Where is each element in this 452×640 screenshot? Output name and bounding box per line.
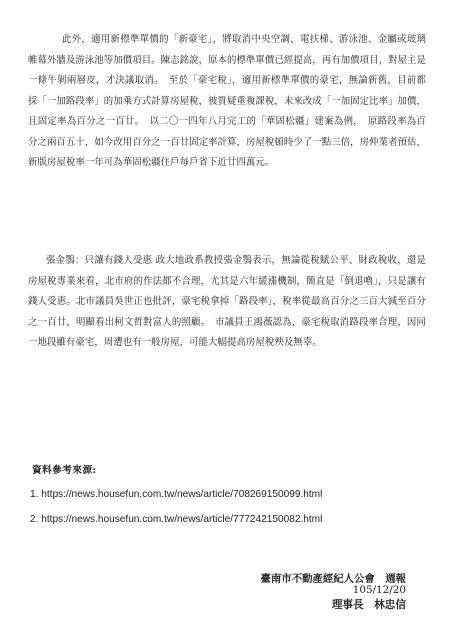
body-paragraph: 張金鶚：只讓有錢人受惠 政大地政系教授張金鶚表示，無論從稅賦公平、財政稅收，還是房屋稅專業來看，北市府的作法都不合理，尤其是六年緩漲機制，簡直是「倒退嚕」，只是讓有錢人受惠。北市議員吳世正也批評，豪宅稅拿掉「路段率」，稅率從最高百分之三百大減至百分之一百廿，明顯看出柯文哲對富人的照顧。 市議員王鴻薇認為，豪宅稅取消路段率合理，因同一地段雖有豪宅，周遭也有一般房屋，可能大幅提高房屋稅殃及無辜。 bbox=[28, 255, 426, 348]
body-paragraph: 此外，適用新標準單價的「新豪宅」，將取消中央空調、電扶梯、游泳池、金屬或玻璃帷幕外牆及游泳池等加價項目。陳志銘說，原本的標準單價已經提高，再有加價項目，對屋主是一條牛剝兩層皮，才決議取消。 至於「豪宅稅」，適用新標準單價的豪宅，無論新舊，目前都採「一加路段率」的加乘方式計算房屋稅，被質疑重複課稅，未來改成「一加固定比率」加價，且固定率為百分之一百廿。 以二〇一四年八月完工的「華固松疆」建案為例， 原路段率為百分之兩百五十，如今改用百分之一百廿固定率計算，房屋稅頓時少了一點三倍，房仲業者預估，新版房屋稅率一年可為華固松疆住戶每戶省下近廿四萬元。 bbox=[28, 34, 426, 168]
references-title: 資料參考來源: bbox=[32, 465, 97, 476]
signature-organization: 臺南市不動產經紀人公會 週報 bbox=[260, 573, 406, 585]
reference-link[interactable]: 1. https://news.housefun.com.tw/news/article/708269150099.html bbox=[30, 489, 323, 500]
signature-chairman: 理事長 林忠信 bbox=[331, 599, 406, 611]
reference-link[interactable]: 2. https://news.housefun.com.tw/news/article/777242150082.html bbox=[30, 514, 323, 525]
reference-list bbox=[30, 488, 440, 538]
signature-date: 105/12/20 bbox=[352, 584, 406, 596]
